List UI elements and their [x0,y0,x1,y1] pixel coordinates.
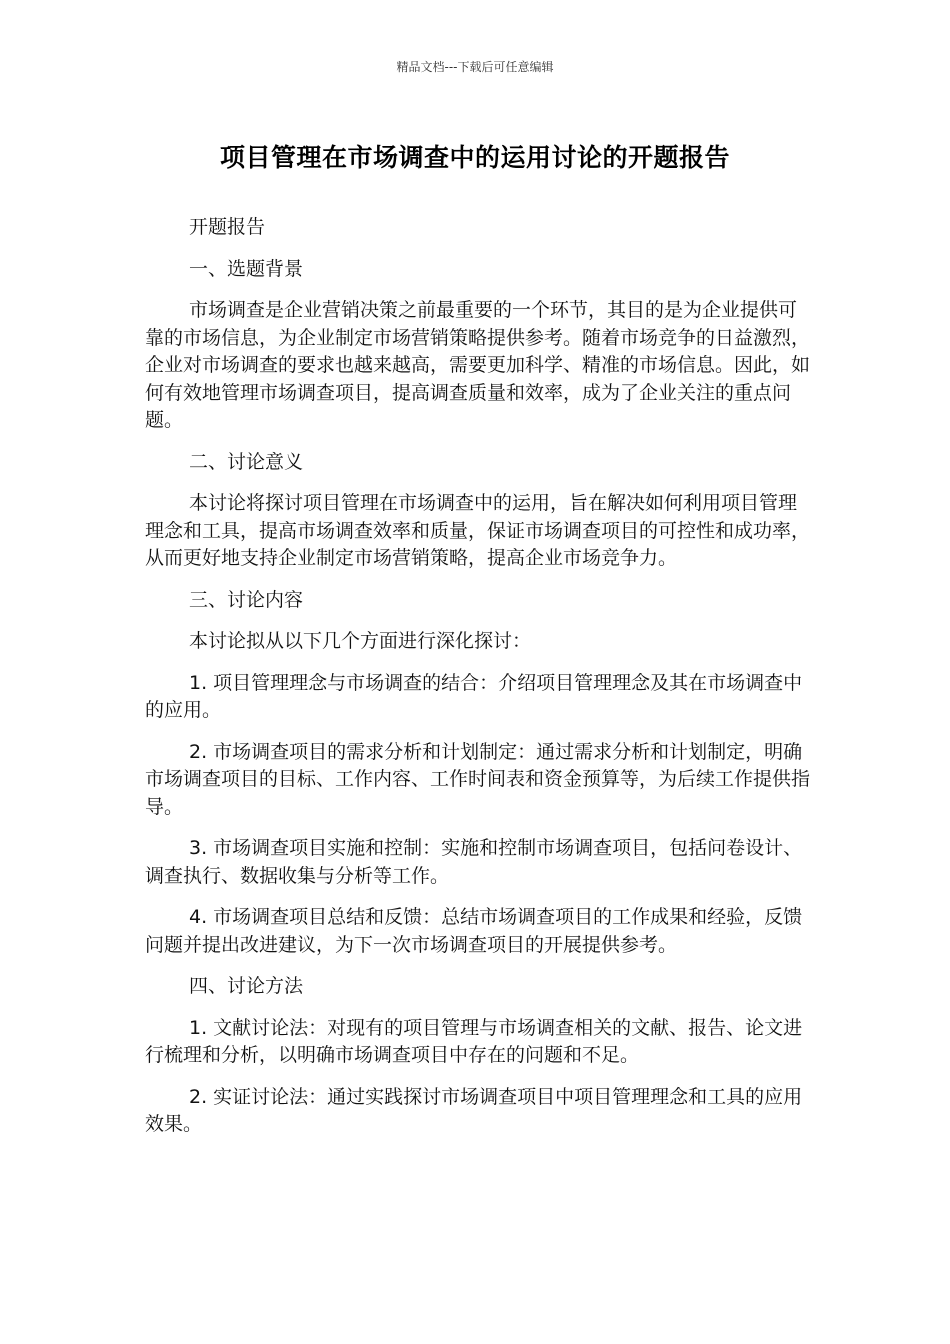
paragraph-content-intro: 本讨论拟从以下几个方面进行深化探讨： [189,630,532,652]
document-title: 项目管理在市场调查中的运用讨论的开题报告 [219,143,730,172]
list-item-content-2: 2. 市场调查项目的需求分析和计划制定：通过需求分析和计划制定，明确市场调查项目的目标、工作内容、工作时间表和资金预算等，为后续工作提供指导。 [145,740,811,818]
heading-significance: 二、讨论意义 [189,450,304,473]
document-body [145,214,813,1153]
list-item-method-1: 1. 文献讨论法：对现有的项目管理与市场调查相关的文献、报告、论文进行梳理和分析，以明确市场调查项目中存在的问题和不足。 [145,1016,803,1066]
list-item-content-1: 1. 项目管理理念与市场调查的结合：介绍项目管理理念及其在市场调查中的应用。 [145,671,803,721]
heading-methods: 四、讨论方法 [189,975,304,997]
heading-report: 开题报告 [189,216,266,238]
list-item-content-3: 3. 市场调查项目实施和控制：实施和控制市场调查项目，包括问卷设计、调查执行、数据收集与分析等工作。 [145,837,803,887]
heading-background: 一、选题背景 [189,257,304,280]
list-item-method-2: 2. 实证讨论法：通过实践探讨市场调查项目中项目管理理念和工具的应用效果。 [145,1085,803,1135]
heading-content: 三、讨论内容 [189,588,304,611]
list-item-content-4: 4. 市场调查项目总结和反馈：总结市场调查项目的工作成果和经验，反馈问题并提出改进建议，为下一次市场调查项目的开展提供参考。 [145,906,803,956]
paragraph-significance: 本讨论将探讨项目管理在市场调查中的运用，旨在解决如何利用项目管理理念和工具，提高市场调查效率和质量，保证市场调查项目的可控性和成功率，从而更好地支持企业制定市场营销策略，提高企业市场竞争力。 [145,492,811,569]
header-note: 精品文档---下载后可任意编辑 [396,60,554,74]
paragraph-background: 市场调查是企业营销决策之前最重要的一个环节，其目的是为企业提供可靠的市场信息，为企业制定市场营销策略提供参考。随着市场竞争的日益激烈，企业对市场调查的要求也越来越高，需要更加科学、精准的市场信息。因此，如何有效地管理市场调查项目，提高调查质量和效率，成为了企业关注的重点问题。 [145,299,811,431]
